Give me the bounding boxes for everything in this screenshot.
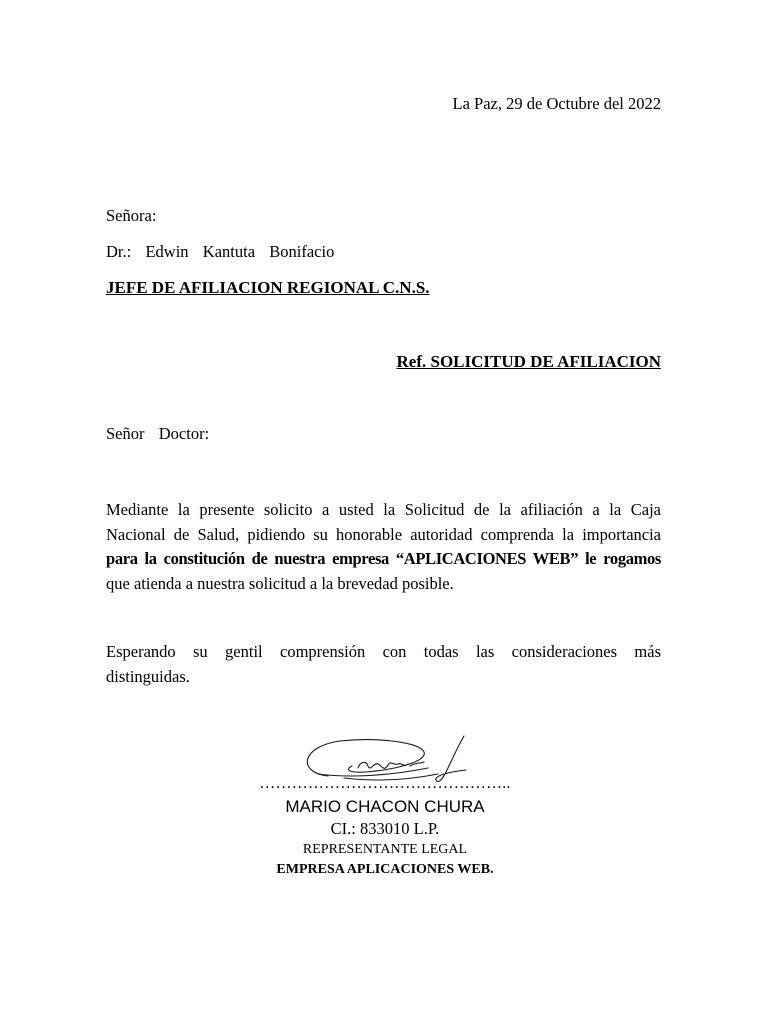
signer-company: EMPRESA APLICACIONES WEB. [276, 862, 494, 877]
body-paragraph-1 [106, 498, 661, 596]
recipient-title: JEFE DE AFILIACION REGIONAL C.N.S. [106, 278, 430, 297]
paragraph-line: Mediante la presente solicito a usted la Solicitud de la afiliación a la Caja [106, 500, 661, 519]
signature-block [240, 774, 530, 880]
salutation: Señora: [106, 206, 157, 225]
body-paragraph-2 [106, 640, 661, 689]
letter-date: La Paz, 29 de Octubre del 2022 [452, 94, 661, 113]
paragraph-line: que atienda a nuestra solicitud a la brevedad posible. [106, 573, 454, 593]
signature-line: ……………………………………….. [259, 775, 511, 792]
greeting: Señor Doctor: [106, 424, 210, 443]
reference-line: Ref. SOLICITUD DE AFILIACION [396, 352, 661, 371]
paragraph-line: Esperando su gentil comprensión con todas las consideraciones más [106, 642, 661, 661]
paragraph-line: distinguidas. [106, 666, 190, 686]
signer-role: REPRESENTANTE LEGAL [302, 842, 468, 857]
signer-id: CI.: 833010 L.P. [330, 819, 440, 838]
paragraph-line: Nacional de Salud, pidiendo su honorable autoridad comprenda la importancia [106, 524, 661, 544]
paragraph-line-bold: para la constitución de nuestra empresa “APLICACIONES WEB” le rogamos [106, 549, 661, 568]
signer-name: MARIO CHACON CHURA [285, 797, 485, 816]
recipient-name: Dr.: Edwin Kantuta Bonifacio [106, 242, 335, 261]
